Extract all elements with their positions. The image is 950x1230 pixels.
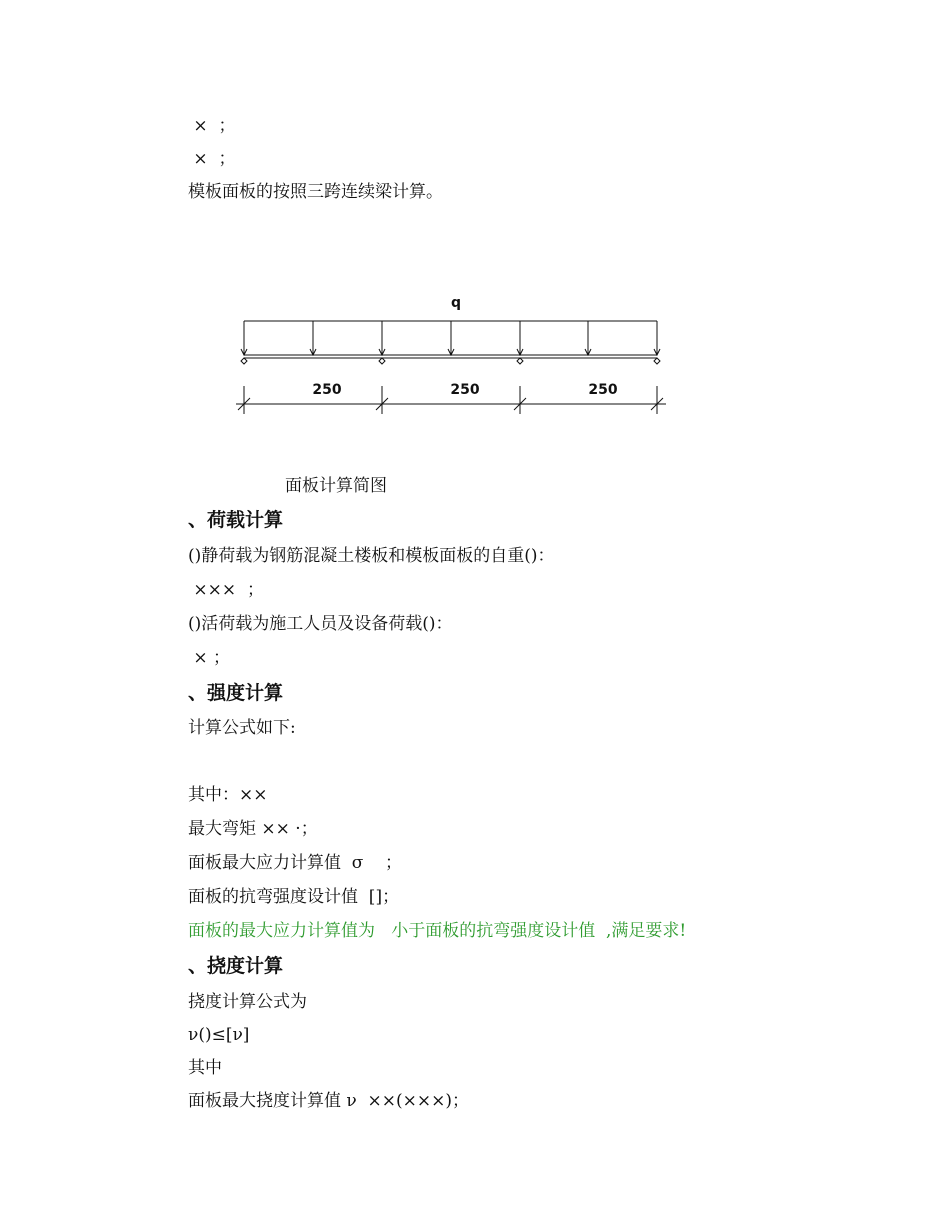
load-arrows [241,321,660,355]
section-heading-deflection: 、挠度计算 [188,955,284,977]
calc-line-1: × ； [188,116,236,136]
beam-description: 模板面板的按照三跨连续梁计算。 [188,182,443,202]
max-stress-line: 面板最大应力计算值 σ ； [188,853,403,873]
where-line-2: 其中 [188,1058,222,1078]
formula-intro: 计算公式如下: [188,718,296,738]
load-label: q [450,295,462,311]
dead-load-text: ()静荷载为钢筋混凝土楼板和模板面板的自重()： [188,546,555,566]
span-label-2: 250 [450,382,480,398]
supports [241,358,660,364]
span-label-3: 250 [588,382,618,398]
where-line: 其中：×× [188,785,268,805]
span-label-1: 250 [312,382,342,398]
design-strength-line: 面板的抗弯强度设计值 []； [188,887,400,907]
deflection-formula: ν()≤[ν] [188,1025,250,1045]
beam-diagram [0,0,950,470]
diagram-caption: 面板计算简图 [285,476,387,496]
live-load-text: ()活荷载为施工人员及设备荷载()： [188,614,453,634]
deflection-formula-intro: 挠度计算公式为 [188,992,307,1012]
strength-conclusion: 面板的最大应力计算值为 小于面板的抗弯强度设计值 ,满足要求! [188,921,687,941]
section-heading-load: 、荷载计算 [188,509,284,531]
max-deflection-line: 面板最大挠度计算值 ν ××(×××)； [188,1091,470,1111]
calc-line-2: × ； [188,149,236,169]
live-load-formula: × ； [188,648,231,668]
section-heading-strength: 、强度计算 [188,682,284,704]
dead-load-formula: ××× ； [188,580,264,600]
max-moment-line: 最大弯矩 ×× ·； [188,819,318,839]
